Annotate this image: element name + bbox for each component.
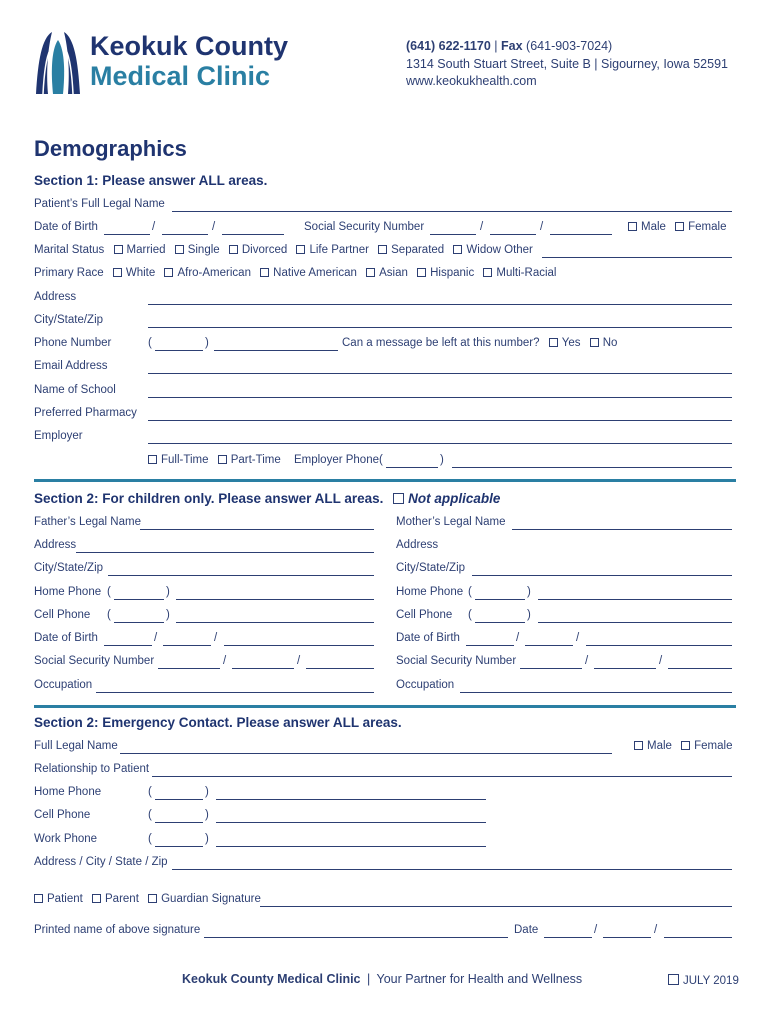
race-option: Asian: [379, 267, 408, 279]
mother-ssn-part1-field[interactable]: [520, 668, 582, 669]
father-dob-year-field[interactable]: [224, 645, 374, 646]
no-label: No: [602, 337, 618, 349]
ec-cell-phone-field[interactable]: [216, 822, 486, 823]
white-checkbox[interactable]: [113, 268, 122, 277]
father-label: Father’s Legal Name: [34, 516, 141, 528]
fax-label: Fax: [501, 39, 523, 53]
ec-sex-options: [634, 740, 733, 752]
race-option: Multi-Racial: [496, 267, 557, 279]
child-ssn-label: Social Security Number: [34, 655, 155, 667]
father-csz-field[interactable]: [108, 575, 374, 576]
marital-option: Separated: [391, 244, 445, 256]
child-dob-label: Date of Birth: [34, 632, 98, 644]
female-label: Female: [688, 221, 727, 233]
widow-checkbox[interactable]: [453, 245, 462, 254]
race-row: [34, 267, 556, 279]
section3-heading: Section 2: Emergency Contact. Please answer ALL areas.: [34, 715, 402, 730]
paren-open: (: [468, 586, 472, 598]
paren-open: (: [107, 586, 111, 598]
dob-slash: /: [212, 221, 216, 233]
race-option: Afro-American: [177, 267, 251, 279]
ssn-slash: /: [659, 655, 663, 667]
home-phone-label: Home Phone: [396, 586, 464, 598]
parttime-checkbox[interactable]: [218, 455, 227, 464]
occupation-label: Occupation: [396, 679, 455, 691]
sex-options: [628, 221, 727, 233]
mother-occupation-field[interactable]: [460, 692, 732, 693]
mother-home-phone-field[interactable]: [538, 599, 732, 600]
ssn-slash: /: [480, 221, 484, 233]
dob-slash: /: [516, 632, 520, 644]
hispanic-checkbox[interactable]: [417, 268, 426, 277]
father-field[interactable]: [140, 529, 374, 530]
child-address-label: Address: [34, 539, 77, 551]
address-field[interactable]: [148, 304, 732, 305]
cell-phone-label: Cell Phone: [396, 609, 453, 621]
separator: |: [494, 39, 498, 53]
father-home-area-field[interactable]: [114, 599, 164, 600]
marital-label: Marital Status: [34, 244, 105, 256]
printed-name-field[interactable]: [204, 937, 508, 938]
race-option: Hispanic: [430, 267, 475, 279]
ssn-part1-field[interactable]: [430, 234, 476, 235]
marital-other-field[interactable]: [542, 257, 732, 258]
female-label: Female: [694, 740, 733, 752]
mother-csz-field[interactable]: [472, 575, 732, 576]
child-dob-label: Date of Birth: [396, 632, 460, 644]
ec-work-phone-label: Work Phone: [34, 833, 98, 845]
paren-open: (: [148, 833, 152, 845]
relationship-field[interactable]: [152, 776, 732, 777]
paren-close: ): [166, 609, 170, 621]
full-name-label: Patient’s Full Legal Name: [34, 198, 165, 210]
dob-year-field[interactable]: [222, 234, 284, 235]
ec-home-phone-label: Home Phone: [34, 786, 102, 798]
phone-label: Phone Number: [34, 337, 112, 349]
race-option: White: [125, 267, 156, 279]
email-label: Email Address: [34, 360, 108, 372]
mother-dob-day-field[interactable]: [525, 645, 573, 646]
section-divider: [34, 479, 736, 482]
marital-option: Divorced: [241, 244, 288, 256]
pharmacy-label: Preferred Pharmacy: [34, 407, 137, 419]
father-cell-phone-field[interactable]: [176, 622, 374, 623]
father-occupation-field[interactable]: [96, 692, 374, 693]
other-label: Other: [504, 244, 533, 256]
email-field[interactable]: [148, 373, 732, 374]
signature-field[interactable]: [260, 906, 732, 907]
divorced-checkbox[interactable]: [229, 245, 238, 254]
dob-label: Date of Birth: [34, 221, 98, 233]
male-label: Male: [647, 740, 672, 752]
paren-open: (: [468, 609, 472, 621]
mother-cell-area-field[interactable]: [475, 622, 525, 623]
mother-cell-phone-field[interactable]: [538, 622, 732, 623]
marital-option: Single: [187, 244, 220, 256]
printed-name-label: Printed name of above signature: [34, 924, 201, 936]
ssn-slash: /: [223, 655, 227, 667]
dob-slash: /: [594, 924, 598, 936]
paren-close: ): [527, 586, 531, 598]
marital-option: Life Partner: [309, 244, 369, 256]
csz-label: City/State/Zip: [34, 314, 104, 326]
message-question: Can a message be left at this number?: [342, 337, 540, 349]
paren-close: ): [166, 586, 170, 598]
male-checkbox[interactable]: [628, 222, 637, 231]
ec-address-field[interactable]: [172, 869, 732, 870]
paren-close: ): [527, 609, 531, 621]
footer-tagline: Your Partner for Health and Wellness: [376, 972, 583, 986]
paren-close: ): [440, 454, 444, 466]
employer-label: Employer: [34, 430, 83, 442]
clinic-name-line2: Medical Clinic: [90, 61, 271, 91]
mother-label: Mother’s Legal Name: [396, 516, 506, 528]
ec-male-checkbox[interactable]: [634, 741, 643, 750]
employer-phone-field[interactable]: [452, 467, 732, 468]
parent-label: Parent: [105, 893, 139, 905]
employer-field[interactable]: [148, 443, 732, 444]
clinic-website: www.keokukhealth.com: [406, 74, 537, 88]
father-ssn-part2-field[interactable]: [232, 668, 294, 669]
father-address-field[interactable]: [76, 552, 374, 553]
message-row: [342, 337, 617, 349]
ec-home-area-field[interactable]: [155, 799, 203, 800]
father-dob-month-field[interactable]: [104, 645, 152, 646]
message-yes-checkbox[interactable]: [549, 338, 558, 347]
dob-month-field[interactable]: [104, 234, 150, 235]
patient-label: Patient: [47, 893, 83, 905]
married-checkbox[interactable]: [114, 245, 123, 254]
parttime-label: Part-Time: [230, 454, 281, 466]
employer-phone-area-field[interactable]: [386, 467, 438, 468]
message-no-checkbox[interactable]: [590, 338, 599, 347]
child-csz-label: City/State/Zip: [396, 562, 466, 574]
clinic-logo-icon: [34, 30, 82, 96]
dob-day-field[interactable]: [162, 234, 208, 235]
fulltime-checkbox[interactable]: [148, 455, 157, 464]
ec-work-phone-field[interactable]: [216, 846, 486, 847]
ssn-slash: /: [585, 655, 589, 667]
mother-dob-year-field[interactable]: [586, 645, 732, 646]
ec-address-label: Address / City / State / Zip: [34, 856, 168, 868]
not-applicable-label: Not applicable: [408, 491, 501, 506]
address-label: Address: [34, 291, 77, 303]
section2-heading: Section 2: For children only. Please answer ALL areas. Not applicable: [34, 491, 501, 506]
employment-row: [148, 454, 383, 466]
parent-checkbox[interactable]: [92, 894, 101, 903]
fulltime-label: Full-Time: [161, 454, 209, 466]
father-home-phone-field[interactable]: [176, 599, 374, 600]
employer-phone-label: Employer Phone(: [293, 454, 383, 466]
clinic-name-line1: Keokuk County: [90, 31, 289, 61]
occupation-label: Occupation: [34, 679, 93, 691]
mother-field[interactable]: [512, 529, 732, 530]
mother-ssn-part3-field[interactable]: [668, 668, 732, 669]
male-label: Male: [641, 221, 666, 233]
ssn-label: Social Security Number: [304, 221, 425, 233]
version-box-icon: [668, 974, 679, 985]
single-checkbox[interactable]: [175, 245, 184, 254]
pharmacy-field[interactable]: [148, 420, 732, 421]
contact-phone-line: [406, 39, 612, 53]
female-checkbox[interactable]: [675, 222, 684, 231]
dob-slash: /: [654, 924, 658, 936]
ec-name-label: Full Legal Name: [34, 740, 118, 752]
section-divider: [34, 705, 736, 708]
multi-racial-checkbox[interactable]: [483, 268, 492, 277]
version-label: JULY 2019: [683, 975, 739, 987]
csz-field[interactable]: [148, 327, 732, 328]
ssn-slash: /: [297, 655, 301, 667]
father-cell-area-field[interactable]: [114, 622, 164, 623]
not-applicable-checkbox[interactable]: [393, 493, 404, 504]
paren-close: ): [205, 337, 209, 349]
paren-close: ): [205, 786, 209, 798]
paren-close: ): [205, 809, 209, 821]
patient-checkbox[interactable]: [34, 894, 43, 903]
child-ssn-label: Social Security Number: [396, 655, 517, 667]
life-partner-checkbox[interactable]: [296, 245, 305, 254]
page-title: Demographics: [34, 136, 187, 161]
sig-date-year-field[interactable]: [664, 937, 732, 938]
phone-area-field[interactable]: [155, 350, 203, 351]
afro-american-checkbox[interactable]: [164, 268, 173, 277]
mother-home-area-field[interactable]: [475, 599, 525, 600]
ec-cell-area-field[interactable]: [155, 822, 203, 823]
sig-date-day-field[interactable]: [603, 937, 651, 938]
race-option: Native American: [273, 267, 357, 279]
signer-row: [34, 893, 261, 905]
clinic-phone: (641) 622-1170: [406, 39, 491, 53]
ec-female-checkbox[interactable]: [681, 741, 690, 750]
footer-clinic: Keokuk County Medical Clinic: [182, 972, 361, 986]
clinic-address: 1314 South Stuart Street, Suite B | Sigourney, Iowa 52591: [406, 57, 728, 71]
separator: |: [367, 972, 371, 986]
guardian-signature-label: Guardian Signature: [161, 893, 261, 905]
native-american-checkbox[interactable]: [260, 268, 269, 277]
guardian-checkbox[interactable]: [148, 894, 157, 903]
paren-open: (: [107, 609, 111, 621]
dob-slash: /: [152, 221, 156, 233]
mother-ssn-part2-field[interactable]: [594, 668, 656, 669]
ssn-part2-field[interactable]: [490, 234, 536, 235]
fax-number: (641-903-7024): [526, 39, 613, 53]
ec-name-field[interactable]: [120, 753, 612, 754]
asian-checkbox[interactable]: [366, 268, 375, 277]
section1-heading: Section 1: Please answer ALL areas.: [34, 173, 268, 188]
relationship-label: Relationship to Patient: [34, 763, 150, 775]
father-ssn-part3-field[interactable]: [306, 668, 374, 669]
marital-option: Widow: [466, 244, 501, 256]
version-row: [668, 974, 739, 987]
ssn-part3-field[interactable]: [550, 234, 612, 235]
ec-work-area-field[interactable]: [155, 846, 203, 847]
footer: [182, 972, 582, 986]
school-label: Name of School: [34, 384, 116, 396]
yes-label: Yes: [561, 337, 581, 349]
ssn-slash: /: [540, 221, 544, 233]
dob-slash: /: [154, 632, 158, 644]
paren-open: (: [148, 786, 152, 798]
marital-row: [34, 244, 533, 256]
dob-slash: /: [576, 632, 580, 644]
ec-home-phone-field[interactable]: [216, 799, 486, 800]
home-phone-label: Home Phone: [34, 586, 102, 598]
dob-slash: /: [214, 632, 218, 644]
race-label: Primary Race: [34, 267, 104, 279]
separated-checkbox[interactable]: [378, 245, 387, 254]
full-name-field[interactable]: [172, 211, 732, 212]
paren-close: ): [205, 833, 209, 845]
mother-dob-month-field[interactable]: [466, 645, 514, 646]
paren-open: (: [148, 337, 152, 349]
ec-cell-phone-label: Cell Phone: [34, 809, 91, 821]
father-dob-day-field[interactable]: [163, 645, 211, 646]
paren-open: (: [148, 809, 152, 821]
father-ssn-part1-field[interactable]: [158, 668, 220, 669]
marital-option: Married: [126, 244, 166, 256]
sig-date-month-field[interactable]: [544, 937, 592, 938]
child-address-label: Address: [396, 539, 439, 551]
date-label: Date: [514, 924, 539, 936]
school-field[interactable]: [148, 397, 732, 398]
child-csz-label: City/State/Zip: [34, 562, 104, 574]
phone-number-field[interactable]: [214, 350, 338, 351]
cell-phone-label: Cell Phone: [34, 609, 91, 621]
